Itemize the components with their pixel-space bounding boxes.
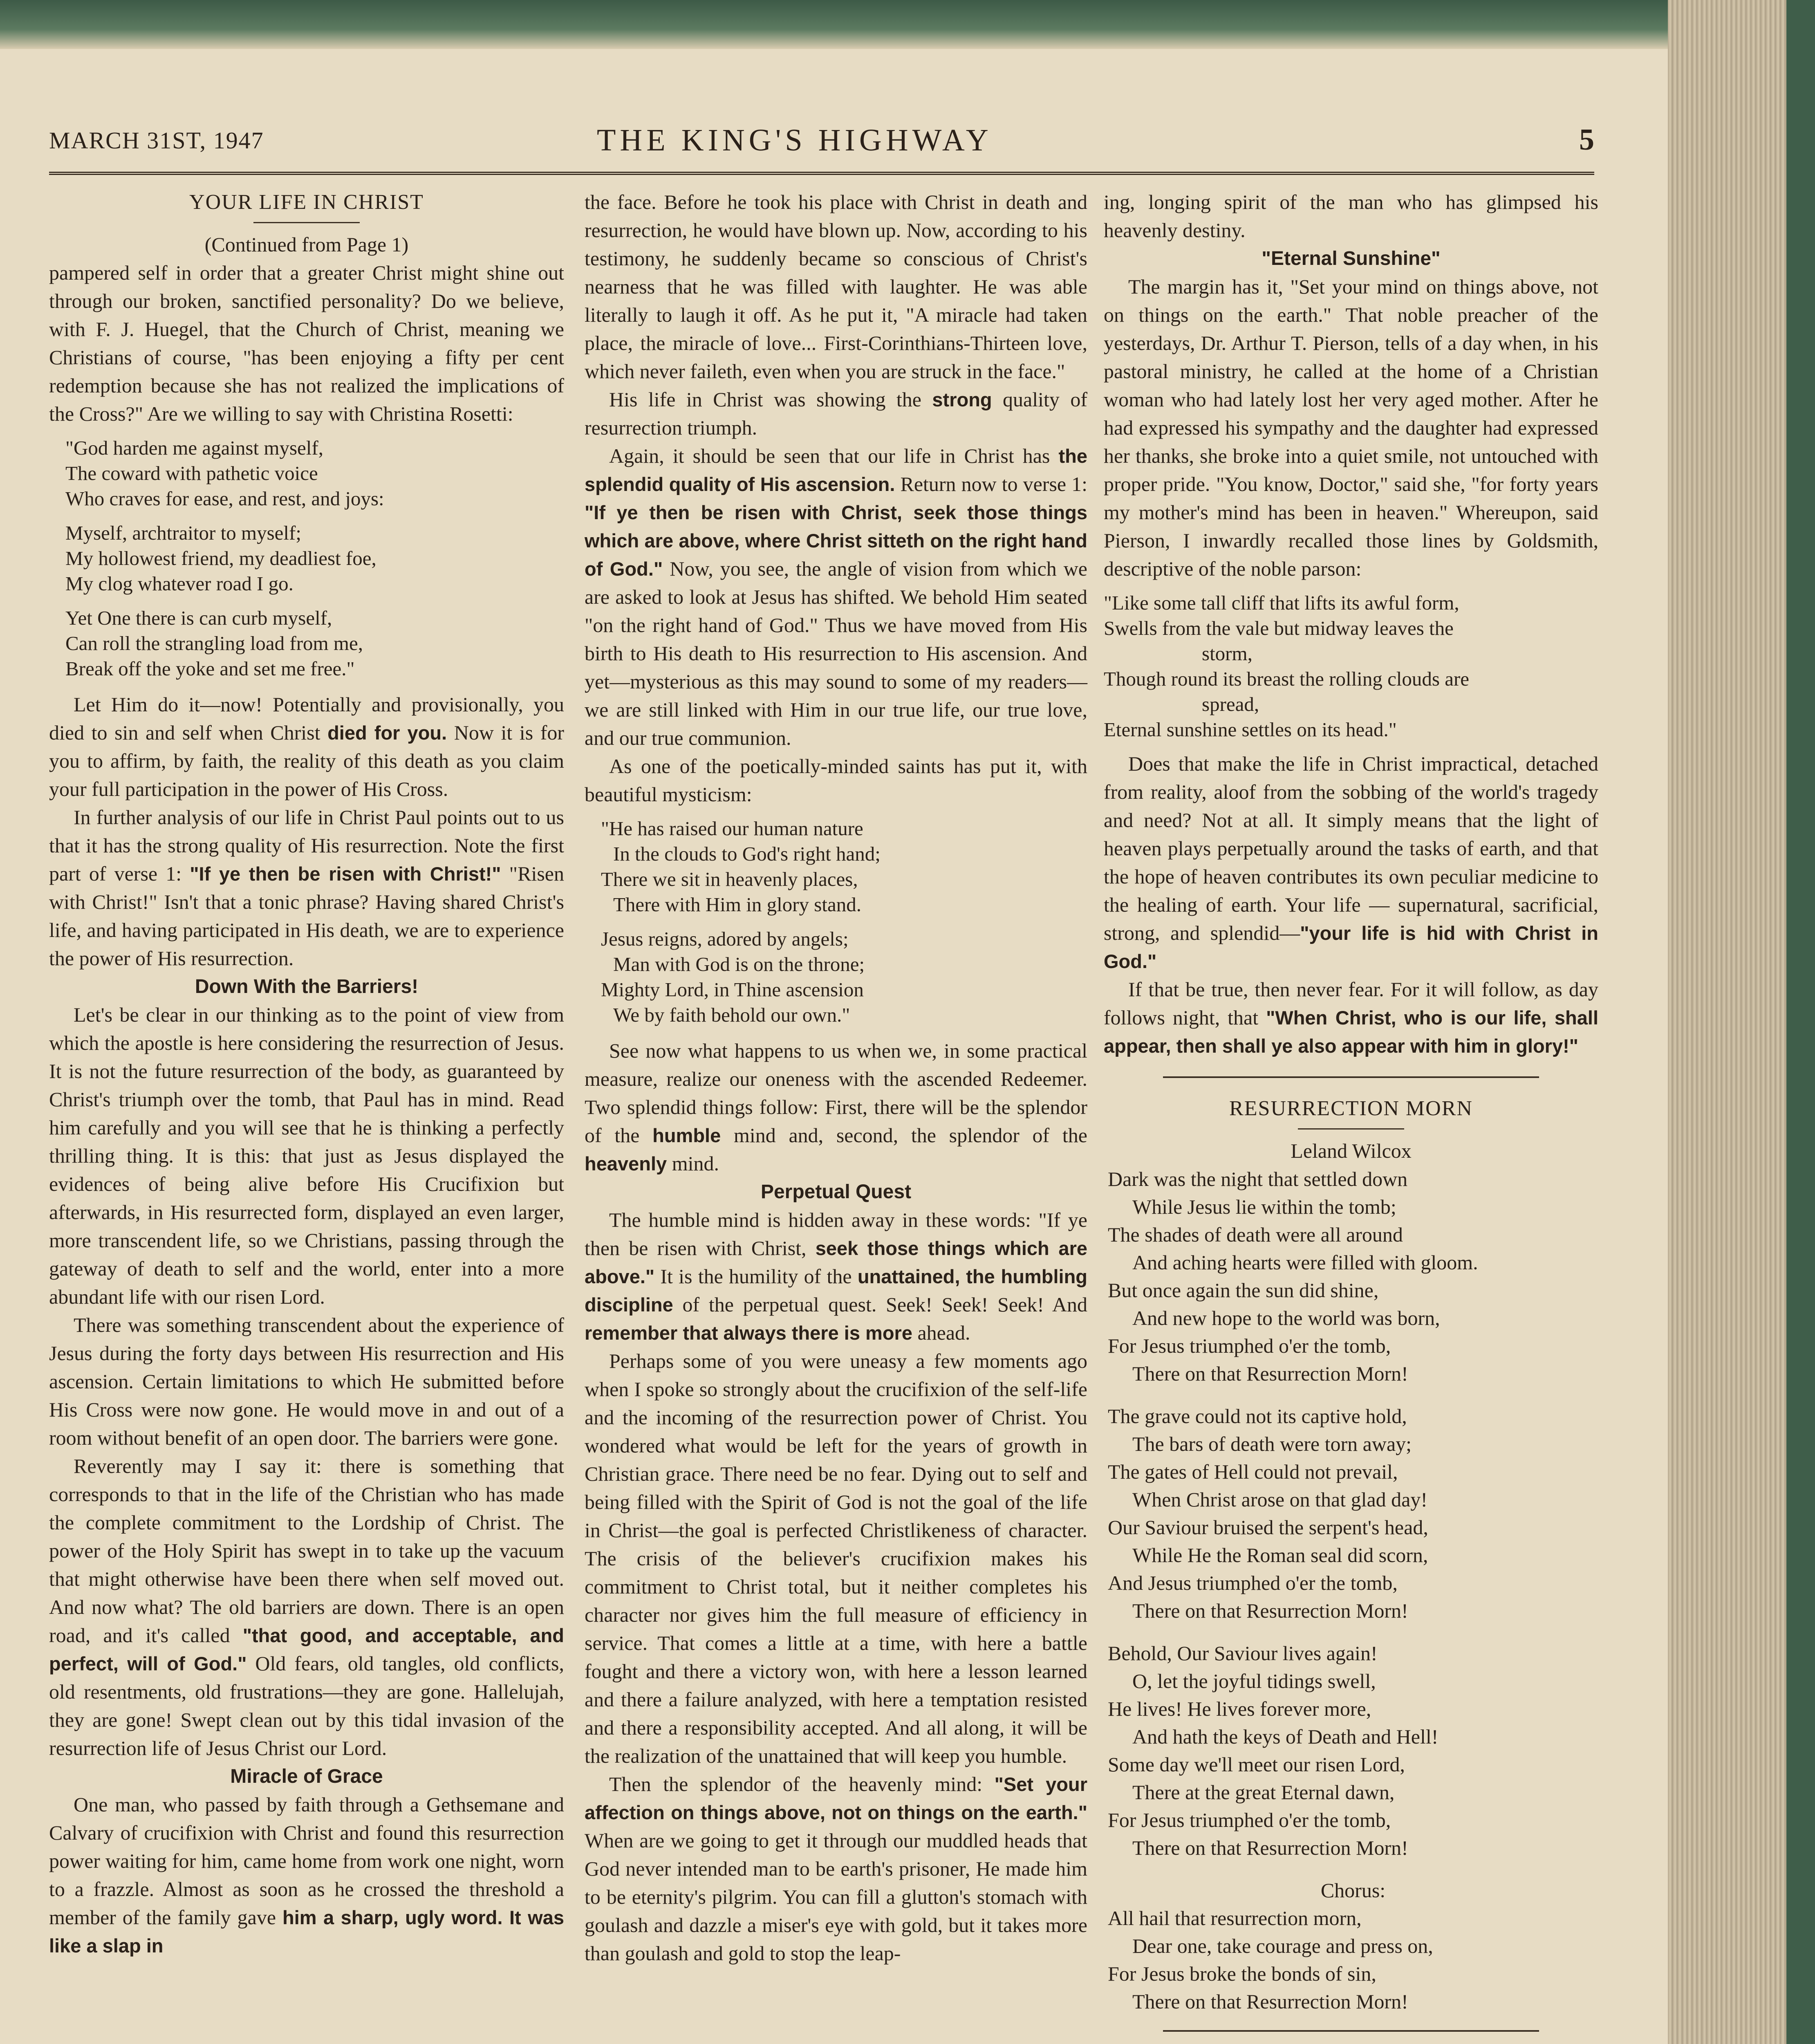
page-number: 5 [1579, 123, 1594, 157]
verse-line: There on that Resurrection Morn! [1132, 1990, 1408, 2013]
bold-run: humble [652, 1125, 721, 1146]
text-run: The humble mind is hidden away in these words: "If ye then be risen with Christ, [585, 1208, 1087, 1260]
column-1 [49, 188, 564, 1960]
bold-run: "When Christ, who is our life, shall appear, then shall ye also appear with him in glory!" [1104, 1007, 1598, 1057]
section-heading: Miracle of Grace [230, 1766, 383, 1787]
bold-run: died for you. [327, 722, 447, 744]
text-run: Return now to verse 1: [895, 473, 1088, 495]
verse-line: Yet One there is can curb myself, [65, 607, 332, 629]
verse-line: And new hope to the world was born, [1132, 1307, 1440, 1329]
text-run: When are we going to get it through our muddled heads that God never intended man to be earth's prisoner, He made him to be eternity's pilgrim. You can fill a glutton's stomach with goulash and dazzle a miser's eye with gold, but it takes more than goulash and gold to stop the leap- [585, 1829, 1087, 1965]
verse-line: Who craves for ease, and rest, and joys: [65, 487, 384, 510]
verse-line: While Jesus lie within the tomb; [1132, 1195, 1396, 1218]
scripture-quote [1104, 2042, 1598, 2044]
verse-line: spread, [1202, 693, 1259, 715]
stanza [65, 605, 564, 681]
verse-line: There at the great Eternal dawn, [1132, 1781, 1395, 1804]
verse-line: And hath the keys of Death and Hell! [1132, 1725, 1439, 1748]
verse-line: Myself, archtraitor to myself; [65, 522, 301, 544]
bold-run: strong [932, 389, 992, 410]
paragraph [585, 1770, 1087, 1968]
verse-line: Can roll the strangling load from me, [65, 632, 363, 654]
text-run: Again, it should be seen that our life in Christ has [609, 444, 1059, 467]
book-binding [1786, 0, 1815, 2044]
paragraph: As one of the poetically-minded saints has put it, with beautiful mysticism: [585, 755, 1087, 806]
verse-line: My hollowest friend, my deadliest foe, [65, 547, 376, 569]
text-run: mind. [667, 1152, 719, 1175]
stanza [1108, 1165, 1598, 1387]
verse-line: "He has raised our human nature [601, 817, 863, 840]
verse-line: Eternal sunshine settles on its head." [1104, 718, 1397, 741]
page-header [49, 123, 1594, 172]
verse-line: Behold, Our Saviour lives again! [1108, 1642, 1378, 1665]
verse-line: "God harden me against myself, [65, 437, 323, 459]
text-run: It is the humility of the [654, 1265, 858, 1288]
verse-line: The shades of death were all around [1108, 1223, 1403, 1246]
chorus [1108, 1904, 1598, 2015]
verse-line: "Like some tall cliff that lifts its awful form, [1104, 592, 1459, 614]
stanza [1108, 1639, 1598, 1862]
verse-line: And aching hearts were filled with gloom. [1132, 1251, 1478, 1274]
text-run: Now, you see, the angle of vision from which we are asked to look at Jesus has shifted. We behold Him seated "on the right hand of God." Thus we have moved from His birth to His death to His resurrection to His ascension. And yet—mysterious as this may sound to some of my readers— we are still linked with Him in our true life, our true love, and our true communion. [585, 557, 1087, 749]
text-run: ahead. [912, 1321, 970, 1344]
verse-rosetti [65, 435, 564, 681]
verse-line: In the clouds to God's right hand; [613, 843, 881, 865]
verse-goldsmith [1104, 590, 1598, 742]
verse-line: storm, [1202, 642, 1253, 665]
column-3 [1104, 188, 1598, 2044]
paragraph: ing, longing spirit of the man who has glimpsed his heavenly destiny. [1104, 191, 1598, 242]
verse-line: There on that Resurrection Morn! [1132, 1362, 1408, 1385]
text-run: See now what happens to us when we, in some practical measure, realize our oneness with the ascended Redeemer. Two splendid things follow: First, there will be the splendor of the [585, 1039, 1087, 1147]
verse-line: And Jesus triumphed o'er the tomb, [1108, 1571, 1398, 1594]
paragraph [1104, 750, 1598, 975]
verse-line: Break off the yoke and set me free." [65, 657, 355, 680]
bold-run: him a sharp, ugly word. It was like a slap in [49, 1907, 564, 1957]
bold-run: "your life is hid with Christ in God." [1104, 922, 1598, 972]
verse-line: While He the Roman seal did scorn, [1132, 1544, 1428, 1567]
verse-line: For Jesus triumphed o'er the tomb, [1108, 1334, 1391, 1357]
stanza [65, 435, 564, 511]
text-run: "Risen with Christ!" Isn't that a tonic phrase? Having shared Christ's life, and having participated in His death, we are to experience the power of His resurrection. [49, 862, 564, 970]
section-rule [1163, 1076, 1539, 1078]
verse-line: When Christ arose on that glad day! [1132, 1488, 1428, 1511]
paragraph [49, 1791, 564, 1960]
verse-line: Dark was the night that settled down [1108, 1168, 1408, 1190]
publication-title: THE KING'S HIGHWAY [597, 123, 993, 157]
continued-note: (Continued from Page 1) [204, 233, 409, 256]
paragraph [585, 442, 1087, 752]
verse-line: There on that Resurrection Morn! [1132, 1836, 1408, 1859]
poem-author: Leland Wilcox [1291, 1139, 1412, 1162]
title-rule [1298, 1128, 1404, 1130]
paragraph: The margin has it, "Set your mind on things above, not on things on the earth." That noble preacher of the yesterdays, Dr. Arthur T. Pierson, tells of a day when, in his pastoral ministry, he called at the home of a Christian woman who had lately lost her very aged mother. After he had expressed his sympathy and the daughter had expressed her thanks, she broke into a quiet smile, not untouched with proper pride. "You know, Doctor," said she, "for forty years my mother's mind has been in heaven." Whereupon, said Pierson, I inwardly recalled those lines by Goldsmith, descriptive of the noble parson: [1104, 275, 1598, 580]
verse-line: There with Him in glory stand. [613, 893, 861, 916]
verse-line: He lives! He lives forever more, [1108, 1697, 1371, 1720]
stanza [601, 816, 1087, 917]
bold-run: unattained, the humbling discipline [585, 1266, 1087, 1316]
poem-title: RESURRECTION MORN [1229, 1097, 1473, 1120]
verse-line: The gates of Hell could not prevail, [1108, 1460, 1398, 1483]
column-2 [585, 188, 1087, 1968]
verse-line: Man with God is on the throne; [613, 953, 865, 975]
text-run: His life in Christ was showing the [609, 388, 932, 411]
bold-run: seek those things which are above." [585, 1237, 1088, 1287]
stanza [601, 926, 1087, 1028]
title-rule [253, 222, 360, 223]
section-heading: Down With the Barriers! [195, 976, 419, 997]
bold-run: remember that always there is more [585, 1322, 912, 1344]
bold-run: "Set your affection on things above, not on things on the earth." [585, 1773, 1087, 1823]
book-cover-edge [0, 0, 1815, 49]
bold-run: "that good, and acceptable, and perfect, will of God." [49, 1625, 564, 1674]
paragraph: the face. Before he took his place with Christ in death and resurrection, he would have blown up. Now, according to his testimony, he suddenly became so conscious of Christ's nearness that he was filled with laughter. He was able literally to laugh it off. As he put it, "A miracle had taken place, the miracle of love... First-Corinthians-Thirteen love, which never faileth, even when you are struck in the face." [585, 191, 1087, 383]
article-title: YOUR LIFE IN CHRIST [189, 191, 424, 214]
issue-date: MARCH 31ST, 1947 [49, 127, 264, 154]
verse-line: Swells from the vale but midway leaves the [1104, 617, 1454, 639]
section-rule [1163, 2030, 1539, 2032]
verse-mysticism [601, 816, 1087, 1028]
verse-line: There on that Resurrection Morn! [1132, 1599, 1408, 1622]
text-run: Does that make the life in Christ impractical, detached from reality, aloof from the sobbing of the world's tragedy and need? Not at all. It simply means that the light of heaven plays perpetually around the tasks of earth, and that the hope of heaven contributes its own peculiar medicine to the healing of earth. Your life — supernatural, sacrificial, strong, and splendid— [1104, 752, 1598, 944]
verse-line: Our Saviour bruised the serpent's head, [1108, 1516, 1428, 1539]
text-run: quality of resurrection triumph. [585, 388, 1087, 439]
verse-line: The grave could not its captive hold, [1108, 1405, 1407, 1428]
verse-line: For Jesus triumphed o'er the tomb, [1108, 1809, 1391, 1831]
paragraph [49, 803, 564, 973]
header-rule [49, 172, 1594, 175]
text-run: One man, who passed by faith through a Gethsemane and Calvary of crucifixion with Christ and found this resurrection power waiting for him, came home from work one night, worn to a frazzle. Almost as soon as he crossed the threshold a member of the family gave [49, 1793, 564, 1929]
chorus-label: Chorus: [1320, 1879, 1386, 1902]
verse-line: O, let the joyful tidings swell, [1132, 1670, 1376, 1692]
paragraph [49, 690, 564, 803]
section-heading: Perpetual Quest [760, 1181, 912, 1203]
verse-line: But once again the sun did shine, [1108, 1279, 1379, 1302]
verse-line: There we sit in heavenly places, [601, 868, 858, 890]
paragraph [585, 1206, 1087, 1347]
paragraph [1104, 975, 1598, 1060]
paragraph: pampered self in order that a greater Christ might shine out through our broken, sanctified personality? Do we believe, with F. J. Huegel, that the Church of Christ, meaning we Christians of course, "has been enjoying a fifty per cent redemption because she has not realized the implications of the Cross?" Are we willing to say with Christina Rosetti: [49, 261, 564, 425]
text-run: Let Him do it—now! Potentially and provisionally, you died to sin and self when Christ [49, 693, 564, 744]
verse-line: Some day we'll meet our risen Lord, [1108, 1753, 1405, 1776]
bold-run: the splendid quality of His ascension. [585, 445, 1087, 495]
text-run: If that be true, then never fear. For it will follow, as day follows night, that [1104, 978, 1598, 1029]
verse-line: For Jesus broke the bonds of sin, [1108, 1962, 1376, 1985]
stanza [1108, 1402, 1598, 1625]
paragraph [49, 1452, 564, 1762]
verse-line: Dear one, take courage and press on, [1132, 1934, 1433, 1957]
verse-line: We by faith behold our own." [613, 1004, 850, 1026]
paragraph: Let's be clear in our thinking as to the point of view from which the apostle is here considering the resurrection of Jesus. It is not the future resurrection of the body, as guaranteed by Christ's triumph over the tomb, that Paul has in mind. Read him carefully and you will see that he is thinking a perfectly thrilling thing. It is this: that just as Jesus displayed the evidences of being alive before His Crucifixion but afterwards, in His resurrected form, displayed an even larger, more transcendent life, so we Christians, passing through the gateway of death to self and the world, enter into a more abundant life with our risen Lord. [49, 1003, 564, 1308]
text-run: of the perpetual quest. Seek! Seek! Seek! And [673, 1293, 1087, 1316]
paragraph: There was something transcendent about the experience of Jesus during the forty days between His resurrection and His ascension. Certain limitations to which He submitted before His Cross were now gone. He would move in and out of a room without benefit of an open door. The barriers were gone. [49, 1313, 564, 1449]
text-run: Reverently may I say it: there is something that corresponds to that in the life of the Christian who has made the complete commitment to the Lordship of Christ. The power of the Holy Spirit has swept in to take up the vacuum that might otherwise have been there when self moved out. And now what? The old barriers are down. There is an open road, and it's called [49, 1455, 564, 1647]
verse-line: My clog whatever road I go. [65, 572, 294, 595]
text-run: Now it is for you to affirm, by faith, the reality of this death as you claim your full participation in the power of His Cross. [49, 721, 565, 800]
paragraph [585, 1037, 1087, 1178]
verse-line: Though round its breast the rolling clouds are [1104, 668, 1470, 690]
bold-run: "If ye then be risen with Christ, seek those things which are above, where Christ sitteth on the right hand of God." [585, 502, 1087, 580]
verse-line: The coward with pathetic voice [65, 462, 318, 484]
verse-line: The bars of death were torn away; [1132, 1432, 1412, 1455]
bold-run: "If ye then be risen with Christ!" [190, 863, 501, 885]
section-heading: "Eternal Sunshine" [1262, 248, 1441, 269]
poem-resurrection-morn [1108, 1165, 1598, 2015]
text-run: mind and, second, the splendor of the [721, 1124, 1087, 1147]
verse-line: Jesus reigns, adored by angels; [601, 928, 849, 950]
verse-line: Mighty Lord, in Thine ascension [601, 978, 864, 1001]
text-run: In further analysis of our life in Christ Paul points out to us that it has the strong quality of His resurrection. Note the first part of verse 1: [49, 806, 564, 885]
paragraph: Perhaps some of you were uneasy a few moments ago when I spoke so strongly about the crucifixion of the self-life and the incoming of the resurrection power of Christ. You wondered what would be left for the years of growth in Christian grace. There need be no fear. Dying out to self and being filled with the Spirit of God is not the goal of the life in Christ—the goal is perfected Christlikeness of character. The crisis of the believer's crucifixion makes his commitment to Christ total, but it neither completes his character nor gives him the full measure of efficiency in service. That comes a little at a time, with here a battle fought and there a victory won, with here a lesson learned and there a failure analyzed, with here a temptation resisted and there a responsibility accepted. And all along, it will be the realization of the unattained that will keep you humble. [585, 1349, 1087, 1767]
text-run: Then the splendor of the heavenly mind: [609, 1773, 995, 1795]
stanza [65, 520, 564, 596]
paragraph [585, 385, 1087, 442]
bold-run: heavenly [585, 1153, 667, 1174]
text-run: Old fears, old tangles, old conflicts, old resentments, old frustrations—they are gone. Hallelujah, they are gone! Swept clean out by this tidal invasion of the resurrection life of Jesus Christ our Lord. [49, 1652, 564, 1759]
verse-line: All hail that resurrection morn, [1108, 1907, 1362, 1930]
